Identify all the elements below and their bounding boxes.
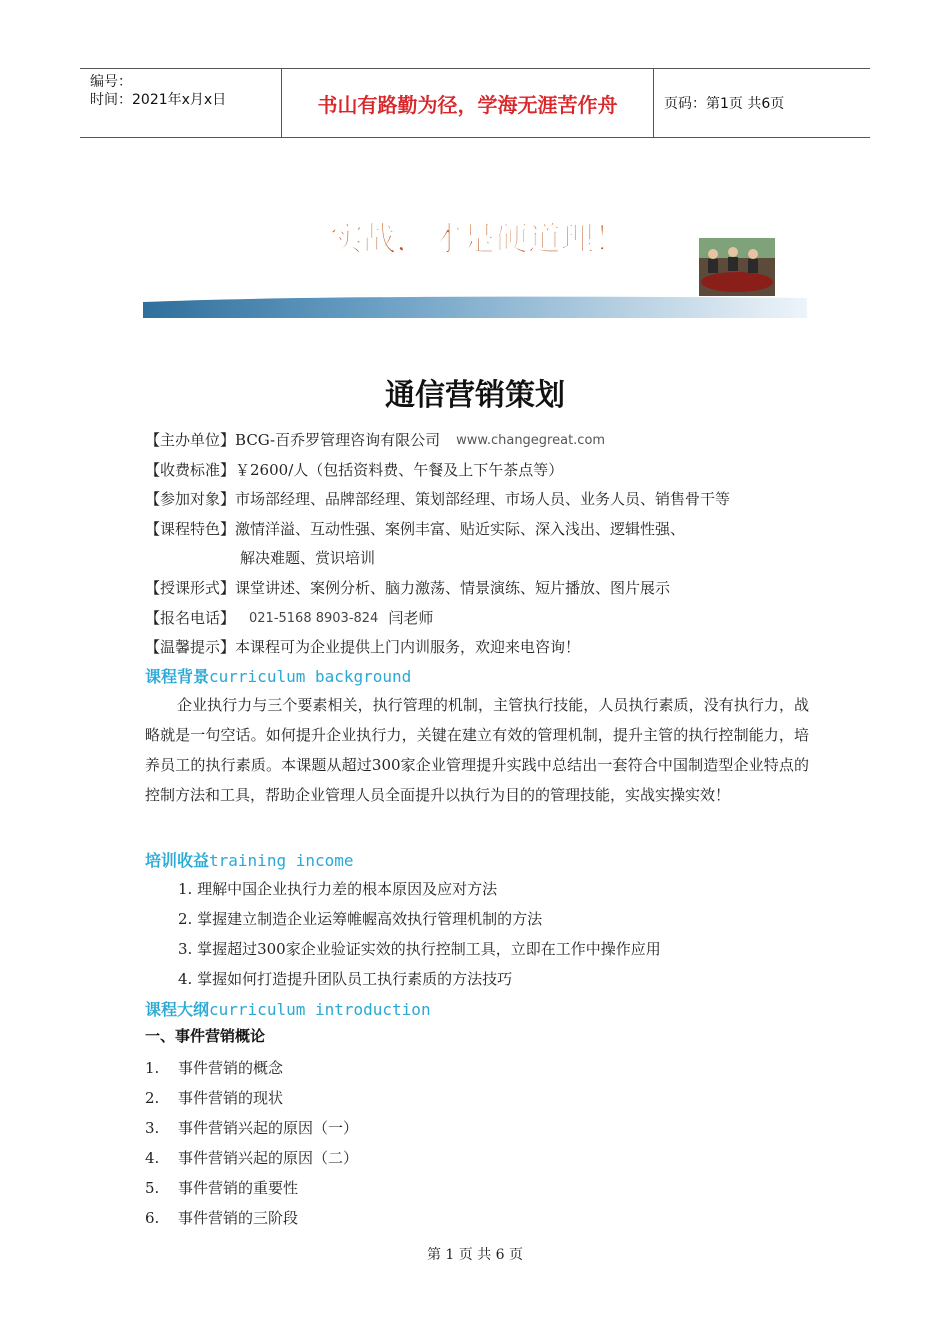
list-item-text: 事件营销兴起的原因（一） xyxy=(178,1119,359,1137)
background-text: 企业执行力与三个要素相关，执行管理的机制，主管执行技能，人员执行素质，没有执行力，战略就是一句空话。如何提升企业执行力，关键在建立有效的管理机制，提升主管的执行控制能力，培养员工的执行素质。本课题从超过300家企业管理提升实践中总结出一套符合中国制造型企业特点的控制方法和工具，帮助企业管理人员全面提升以执行为目的的管理技能，实战实操实效！ xyxy=(145,696,809,804)
page-footer: 第 1 页 共 6 页 xyxy=(426,1247,524,1263)
header-page-info: 页码：第1页 共6页 xyxy=(664,96,785,112)
page-header xyxy=(80,68,870,138)
info-fee-label: 【收费标准】 xyxy=(145,460,236,479)
meeting-photo xyxy=(699,238,775,296)
course-info xyxy=(145,426,825,663)
info-format xyxy=(145,574,825,604)
info-features-value-2: 解决难题、赏识培训 xyxy=(240,549,376,568)
info-audience-value: 市场部经理、品牌部经理、策划部经理、市场人员、业务人员、销售骨干等 xyxy=(235,490,731,509)
list-item-text: 事件营销的三阶段 xyxy=(178,1209,299,1227)
info-fee-value: ￥2600/人（包括资料费、午餐及上下午茶点等） xyxy=(235,460,564,479)
list-item-number: 5. xyxy=(145,1179,160,1197)
info-organizer xyxy=(145,426,825,456)
document-number-label: 编号： xyxy=(90,74,132,90)
list-item: 3. 掌握超过300家企业验证实效的执行控制工具，立即在工作中操作应用 xyxy=(178,940,661,958)
list-item: 1. 理解中国企业执行力差的根本原因及应对方法 xyxy=(178,880,498,898)
list-item-number: 1. xyxy=(145,1059,160,1077)
banner-bar xyxy=(143,297,807,318)
list-item xyxy=(145,1113,358,1143)
list-item xyxy=(145,1083,358,1113)
info-tip-value: 本课程可为企业提供上门内训服务，欢迎来电咨询！ xyxy=(235,638,581,657)
section-heading-background xyxy=(145,664,411,687)
info-organizer-value: BCG-百乔罗管理咨询有限公司 xyxy=(235,431,441,449)
list-item xyxy=(145,1053,358,1083)
benefits-list xyxy=(178,874,661,994)
list-item: 2. 掌握建立制造企业运筹帷幄高效执行管理机制的方法 xyxy=(178,910,543,928)
info-organizer-label: 【主办单位】 xyxy=(145,431,236,449)
info-tip xyxy=(145,633,825,663)
background-paragraph xyxy=(145,690,809,810)
info-audience-label: 【参加对象】 xyxy=(145,490,236,509)
list-item xyxy=(145,1143,358,1173)
info-fee xyxy=(145,456,825,486)
section-heading-en: curriculum introduction xyxy=(209,1000,431,1019)
list-item-text: 事件营销的现状 xyxy=(178,1089,284,1107)
outline-list xyxy=(145,1053,358,1233)
section-heading-en: training income xyxy=(209,851,354,870)
info-audience xyxy=(145,485,825,515)
outline-section-title: 一、事件营销概论 xyxy=(145,1027,266,1045)
list-item xyxy=(145,1173,358,1203)
info-phone-label: 【报名电话】 xyxy=(145,608,236,627)
info-features xyxy=(145,515,825,545)
list-item xyxy=(145,1203,358,1233)
list-item-text: 事件营销兴起的原因（二） xyxy=(178,1149,359,1167)
list-item: 4. 掌握如何打造提升团队员工执行素质的方法技巧 xyxy=(178,970,513,988)
info-tip-label: 【温馨提示】 xyxy=(145,638,236,657)
list-item-number: 4. xyxy=(145,1149,160,1167)
header-slogan: 书山有路勤为径，学海无涯苦作舟 xyxy=(282,69,654,137)
list-item-number: 2. xyxy=(145,1089,160,1107)
info-phone xyxy=(145,604,825,634)
banner-text: 实战，才是硬道理！ xyxy=(330,219,627,258)
banner xyxy=(143,198,807,320)
section-heading-benefits xyxy=(145,848,354,871)
list-item-number: 3. xyxy=(145,1119,160,1137)
phone-number: 021-5168 8903-824 xyxy=(249,610,379,626)
section-heading-outline xyxy=(145,997,431,1020)
info-format-label: 【授课形式】 xyxy=(145,578,236,597)
section-heading-cn: 课程背景 xyxy=(145,667,210,686)
section-heading-en: curriculum background xyxy=(209,667,412,686)
info-features-value: 激情洋溢、互动性强、案例丰富、贴近实际、深入浅出、逻辑性强、 xyxy=(235,519,686,538)
info-format-value: 课堂讲述、案例分析、脑力激荡、情景演练、短片播放、图片展示 xyxy=(235,578,671,597)
organizer-url: www.changegreat.com xyxy=(456,433,606,448)
phone-contact: 闫老师 xyxy=(388,608,434,627)
info-features-continued xyxy=(145,544,825,574)
section-heading-cn: 课程大纲 xyxy=(145,1000,210,1019)
section-heading-cn: 培训收益 xyxy=(145,851,210,870)
document-date: 时间：2021年x月x日 xyxy=(90,92,227,108)
page-title: 通信营销策划 xyxy=(385,378,565,413)
list-item-text: 事件营销的概念 xyxy=(178,1059,284,1077)
header-meta xyxy=(80,69,282,137)
info-features-label: 【课程特色】 xyxy=(145,519,236,538)
list-item-number: 6. xyxy=(145,1209,160,1227)
banner-graphic xyxy=(143,198,807,320)
list-item-text: 事件营销的重要性 xyxy=(178,1179,299,1197)
